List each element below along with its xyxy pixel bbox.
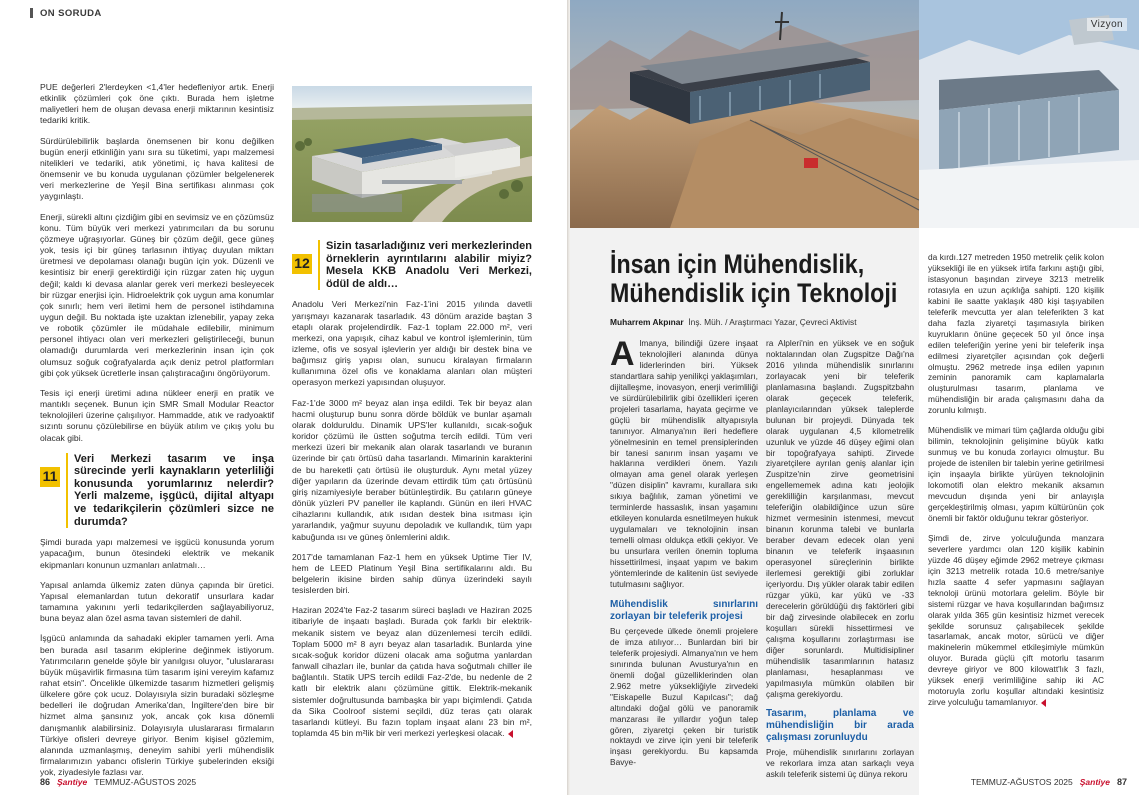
paragraph bbox=[292, 605, 532, 739]
paragraph: Anadolu Veri Merkezi'nin Faz-1'ini 2015 yılında davetli yarışmayı kazanarak tasarladık. 43 dönüm arazide baştan 3 etaplı olarak projelendirdik. Faz-1 toplam 22.000 m², veri merkezi, ona yapışık, cihaz kabul ve kontrol işlemlerinin, tüm izleme, ofis ve sosyal işlevlerin yer aldığı bir destek bina ve bağımsız giriş yapısı olan, sunucu kiralayan firmaların kullanımına özel ofis ve konaklama alanları olan müşteri operasyon merkezi yapısından oluşuyor. bbox=[292, 299, 532, 388]
paragraph: da kırdı.127 metreden 1950 metrelik çelik kolon yüksekliği ile en yüksek irtifa farkını aştığı gibi, istasyonun başından zirveye 3213 metrelik rotasıyla en uzun açıklığa sahipti. 120 kişilik kabini ile saatte yaklaşık 480 kişi taşıyabilen teleferik mevcutta yer alan teleferikten 3 kat daha fazla ziyaretçi taşımasıyla biriken kuyrukların önüne geçecek 50 yıl önce inşa edilen teleferiğin yerine yeni bir teleferik inşa edilmesi ziyaretçiler açısından çok değerli olmuştu. 2962 metrede inşa edilen yapının zeminin panoramik cam kaplamalarla oluşturulması tasarım, planlama ve mühendisliğin bir arada çalışmasını daha da zorunlu kılmıştı. bbox=[928, 252, 1104, 416]
paragraph: Bu çerçevede ülkede önemli projelere de imza atılıyor… Bunlardan biri bir teleferik projesiydi. Almanya'nın ve hem sınırında bulunan Avusturya'nın en önemli doğal güzelliklerinden olan 2.962 metre yüksekliğiyle zirvedeki "Eiskapelle Buzul Kapılcası"; dağ altındaki doğal gölü ve panoramik manzarası ile yıllardır yoğun talep gören, ziyaretçi çeken bir turistik noktaydı ve zirve için yeni bir teleferik inşası gerekiyordu. Bu kapsamda Bavye- bbox=[610, 625, 758, 768]
paragraph: Şimdi burada yapı malzemesi ve işgücü konusunda yorum yapacağım, bunun ötesindeki elektrik ve mekanik ekipmanları konunun uzmanları anlatmalı… bbox=[40, 537, 274, 570]
page-number: 87 bbox=[1116, 777, 1127, 787]
issue-date: TEMMUZ-AĞUSTOS 2025 bbox=[970, 777, 1073, 787]
left-page bbox=[0, 0, 569, 795]
section-tag: Vizyon bbox=[1087, 18, 1127, 31]
byline bbox=[610, 317, 857, 327]
page-number: 86 bbox=[40, 777, 51, 787]
mountain-station-image bbox=[570, 0, 919, 228]
question-12 bbox=[292, 240, 532, 290]
paragraph: Mühendislik ve mimari tüm çağlarda olduğu gibi bilimin, teknolojinin gelişimine büyük katkı sunmuş ve bu konuda zorlayıcı olmuştur. Bu projede de istenilen bir talebin yerine getirilmesi için inşaayla birlikte yürüyen teknolojinin lokomotifi olan elektro mekanik aksamın mevcudun dışında yeni bir anlayışla gerçekleştirilmiş olması, yapım kültürünün çok önemli bir faktör olduğunu tekrar gösteriyor. bbox=[928, 425, 1104, 523]
section-tag: ON SORUDA bbox=[40, 8, 102, 19]
paragraph bbox=[928, 533, 1104, 708]
right-column-3 bbox=[928, 252, 1104, 717]
left-footer bbox=[40, 777, 196, 787]
paragraph: Faz-1'de 3000 m² beyaz alan inşa edildi. Tek bir beyaz alan hacmi oluşturup bunu sonra dörde böldük ve bunlar aşamalı olarak dolduruldu. Dinamik UPS'ler kullanıldı, sıcak-soğuk koridor çözümü ile üstten soğutma tercih edildi. Tüm veri merkezi üzeri bir mekanik alan olarak tasarlandı ve buranın üzerinde bir çatı örtüsü daha tasarlandı. Mimarinin karakterini de bu hareketli çatı örtüsü ile oluşturduk. Aynı metal yüzey diğer yapıların da üzerinde devam ettirdik tüm çatı örtüsünü giriş nizamiyesiyle beraber bütünleştirdik. Bu çatıların güneye dönük yüzleri PV paneller ile kaplandı. Günün en ileri HVAC cihazlarını kullandık, atık ısıdan destek bina ısıtması için yararlandık, yağmur suyunu depoladık ve kullandık, tüm yapı kabuğunda ısı ve güneş önlemlerini aldık. bbox=[292, 397, 532, 542]
subheading: Mühendislik sınırlarını zorlayan bir teleferik projesi bbox=[610, 598, 758, 622]
data-center-aerial-image bbox=[292, 86, 532, 222]
drop-cap: A bbox=[610, 335, 635, 373]
question-number: 11 bbox=[40, 467, 60, 487]
magazine-brand: Şantiye bbox=[57, 777, 88, 787]
author-role: İnş. Müh. / Araştırmacı Yazar, Çevreci Aktivist bbox=[688, 317, 857, 327]
lead-paragraph bbox=[610, 335, 758, 590]
cable-car-station-photo bbox=[570, 0, 919, 228]
article-title: İnsan için Mühendislik, Mühendislik için Teknoloji bbox=[610, 249, 898, 308]
right-page bbox=[570, 0, 1139, 795]
paragraph: Proje, mühendislik sınırlarını zorlayan ve rekorlara imza atan sarkaçlı veya askılı teleferik sistemi üç dünya rekoru bbox=[766, 747, 914, 780]
paragraph-text: Şimdi de, zirve yolculuğunda manzara severlere yardımcı olan 120 kişilik kabinin yüzde 46 düşey eğimde 2962 metreye çıkması için 3213 metrelik rotada 10.6 metre/saniye hızla saatte 4 sefer yapmasını sağlayan teknoloji ürünü motorlara gelelim. Böyle bir sistemi rüzgar ve hava koşullarından bağımsız olarak yılda 365 gün kesintisiz hizmet verecek şekilde sorunsuz çalışabilecek şekilde tasarlamak, ancak motor, sürücü ve diğer makinelerin mükemmel etkileşimiyle mümkün oluyor. Burada güçlü çift motorlu tasarım devreye giriyor ve 800 kilowatt'lık 3 fazlı, yüksek enerji verimliliğine sahip iki AC motoruyla zorlu koşullar altındaki kesintisiz zirve yolculuğu tamamlanıyor. bbox=[928, 532, 1104, 708]
paragraph: ra Alpleri'nin en yüksek ve en soğuk noktalarından olan Zugspitze Dağı'na 2016 yılında mühendislik sınırlarını zorlayacak yeni bir teleferik planlamasına başlandı. Zugspitzbahn olarak geçecek teleferik, planlayıcılarından yüksek taleplerde bulunan bir projeydi. Dünyada tek olarak uygulanan 4,5 kilometrelik uzunluk ve yüzde 46 düşey eğimi olan bir topoğrafyaya sahipti. Zirvede ziyaretçilere ayrılan geniş alanlar için Zuspitze'nin zirve geometrisini engellememek adına katı jeolojik gereklilliğin karşılanması, mevcut teleferiğin olabildiğince uzun süre hizmet vermesinin istenmesi, mevcut binanın korunma talebi ve bunlarla beraber devam edecek olan yeni binanın ve teleferik inşaasının operasyonel süreçlerinin birlikte ilerlemesi gerektiği gibi zorluklar içeriyordu. Dış yükler olarak tabir edilen rüzgar yükü, kar yükü ve -33 derecelerin görüldüğü dış faktörleri gibi bir dağ zirvesinde olabilecek en zorlu koşulları sürekli hissettirmesi ve çalışma koşullarını zorlaştırması ise diğer sorunlardı. Multidisipliner mühendislik tasarımlarının hatasız planlaması, hesaplanması ve yapılmasıyla mümkün olabilen bir çalışma gerekiyordu. bbox=[766, 338, 914, 699]
paragraph-text: Haziran 2024'te Faz-2 tasarım süreci başladı ve Haziran 2025 itibariyle de inşaatı başladı. Burada çok farklı bir elektrik-mekanik sistem ve beyaz alan düzenlemesi tercih edildi. Toplam 5000 m² 8 ayrı beyaz alan tasarladık. Bunlarda yine sıcak-soğuk koridor düzeni olacak ama soğutma yanlardan fanwall cihazları ile, bunlar da çatıda hava soğutmalı chiller ile bağlantılı. Statik UPS tercih edildi Faz-2'de, bu nedenle de 2 katlı bir elektrik alanı çözümüne gittik. Elektrik-mekanik sistemler doğrultusunda bambaşka bir yapı biçimlendi. Çatıda da Sika Coolroof sistemi seçildi, düz teras çatı olarak tasarlandı kütleyi. Bu fazın toplam inşaat alanı 23 bin m², toplamda 45 bin m²lik bir veri merkezi yerleşkesi olacak. bbox=[292, 605, 532, 738]
issue-date: TEMMUZ-AĞUSTOS 2025 bbox=[94, 777, 197, 787]
question-number: 12 bbox=[292, 254, 312, 274]
paragraph: Enerji, sürekli altını çizdiğim gibi en sevimsiz ve en çözümsüz konu. Tüm büyük veri merkezi yatırımcıları da bu sorunu çözmeye uğraşıyorlar. Güneş bir çözüm değil, gece güneş yok, tesis içi bir güneş tarlasının ihtiyaç duyulan miktarı üretmesi ve depolaması olanağı bugün için yok. Düzenli ve kesintisiz bir enerji gerektirdiği için rüzgar zaten hiç uygun değil; kaldı ki devasa alanlar gerek veri merkezi besleyecek bir rüzgar enerjisi için. Hidroelektrik çok uygun ama konumlar çok sınırlı; hem veri iletimi hem de personel istihdamına uygun değil. Bu noktada işte uzaktan izlenebilir, yapay zeka ve robotik çözümler ile müdahale edilebilir, minimum personel ihtiyacı olan veri merkezleri geliştirileceği, bunun olamadığı durumlarda veri merkezlerinin insan için çok olumsuz soğuk coğrafyalarda açık deniz petrol platformları gibi çok yüksek ücretlerle insan çalıştıracağını öngörüyorum. bbox=[40, 211, 274, 378]
magazine-brand: Şantiye bbox=[1079, 777, 1110, 787]
question-11 bbox=[40, 453, 274, 529]
right-footer bbox=[971, 777, 1127, 787]
station-detail-photo bbox=[919, 0, 1139, 228]
paragraph: Tesis içi enerji üretimi adına nükleer enerji en pratik ve mantıklı seçenek. Bunun için SMR Small Modular Reactor teknolojileri üzerine çalışılıyor. Hammadde, atık ve radyoaktif sızıntı sorunu çözülebilirse en büyük atılım ve çıkış yolu bu olacak gibi. bbox=[40, 387, 274, 443]
author-name: Muharrem Akpınar bbox=[610, 317, 684, 327]
paragraph: PUE değerleri 2'lerdeyken <1,4'ler hedefleniyor artık. Enerji etkinlik çözümleri çok öne çıktı. Burada hem işletme maliyetleri hem de oluşan devasa enerji miktarının kesintisiz tedariki kritik. bbox=[40, 82, 274, 126]
left-column-2 bbox=[292, 240, 532, 748]
end-mark-icon bbox=[1041, 699, 1046, 707]
right-column-1 bbox=[610, 335, 758, 777]
paragraph: Sürdürülebilirlik başlarda önemsenen bir konu değilken bugün enerji etkinliğin yanı sıra su tüketimi, yapı malzemesi nitelikleri ve tedariki, atık yönetimi, iç hava kalitesi de önemsenir ve bu konuda uygulanan çözümler belgelenerek veri merkezlerine de Yeşil Bina sertifikası alınması çok yaygınlaştı. bbox=[40, 135, 274, 202]
question-text: Veri Merkezi tasarım ve inşa sürecinde yerli kaynakların yeterliliği konusunda yorumlarınız nelerdir? Yerli malzeme, işgücü, dijital altyapı ve tedarikçilerin çözümleri sizce ne durumda? bbox=[66, 453, 274, 529]
lead-text: lmanya, bilindiği üzere inşaat teknolojileri alanında dünya liderlerinden biri. Yüksek standartlara sahip yenilikçi yaklaşımları, dijitalleşme, inovasyon, enerji verimliliği ve sürdürülebilirlik gibi özellikleri içeren projeleri tasarlama, hayata geçirme ve güçlü bir mühendislik altyapısıyla tanınıyor. Almanya'nın ileri hedeflere yönelmesinin en temel prensiplerinden bir tanesi sanırım insan yaşamı ve haklarına verdikleri önem. Yazılı olmayan ama genel olarak yerleşen "düzen disiplin" kavramı, kurallara sıkı sıkıya bağlılık, zaman yönetimi ve terminlerde hassaslık, insan yaşamını etkileyen konularda esnetilmeyen hukuk uygulamaları ve teknolojinin insan temelli olması oldukça etkili çekiyor. Ve bu unsurlara verilen önemin topluma hissettirilmesi, inşaat yapım ve bakım yöntemlerinde de kalitenin üst seviyede tutulmasını sağlıyor. bbox=[610, 338, 758, 589]
left-column-1 bbox=[40, 82, 274, 787]
subheading: Tasarım, planlama ve mühendisliğin bir arada çalışması zorunluydu bbox=[766, 708, 914, 744]
right-column-2 bbox=[766, 338, 914, 789]
question-text: Sizin tasarladığınız veri merkezlerinden örneklerin ayrıntılarını alabilir miyiz? Mesela KKB Anadolu Veri Merkezi, ödül de aldı… bbox=[318, 240, 532, 290]
end-mark-icon bbox=[508, 730, 513, 738]
paragraph: İşgücü anlamında da sahadaki ekipler tamamen yerli. Ama ben burada asıl tasarım ekiplerine değinmek istiyorum. Yatırımcıların genelde şöyle bir yanılgısı oluyor, "uluslararası büyük müşavirlik firmasına tüm tasarım işini vereyim kafamız rahat etsin". Öncelikle ülkemizde tasarım hizmetleri gelişmiş ülkelere göre çok ucuz. Dolayısıyla sizin buradaki sözleşme bedelleri ile doğrudan Amerika'dan, İngiltere'den bire bir hizmet alma şansınız yok, ancak çok kısa dönemli danışmanlık alabilirsiniz. Dolayısıyla uluslararası firmaların Türkiye ofisleri devreye giriyor. Benim kişisel gözlemim, alanında uzmanlaşmış, deneyim sahibi yerli mühendislik firmalarımızın yabancı ofislerin Türkiye şubelerinden eksiği yok, ziyadesiyle fazlası var. bbox=[40, 633, 274, 778]
paragraph: Yapısal anlamda ülkemiz zaten dünya çapında bir üretici. Yapısal elemanlardan tutun dekoratif unsurlara kadar tamamına yakınını yerli tedarikçilerden sağlayabiliyoruz, buna beyaz alan özel asma tavan sistemleri de dahil. bbox=[40, 579, 274, 624]
paragraph: 2017'de tamamlanan Faz-1 hem en yüksek Uptime Tier IV, hem de LEED Platinum Yeşil Bina sertifikalarını aldı. Bu belgelerin ikisine birden sahip dünya üzerindeki sayılı tesislerden biri. bbox=[292, 551, 532, 596]
snowy-station-image bbox=[919, 0, 1139, 228]
data-center-photo bbox=[292, 86, 532, 222]
